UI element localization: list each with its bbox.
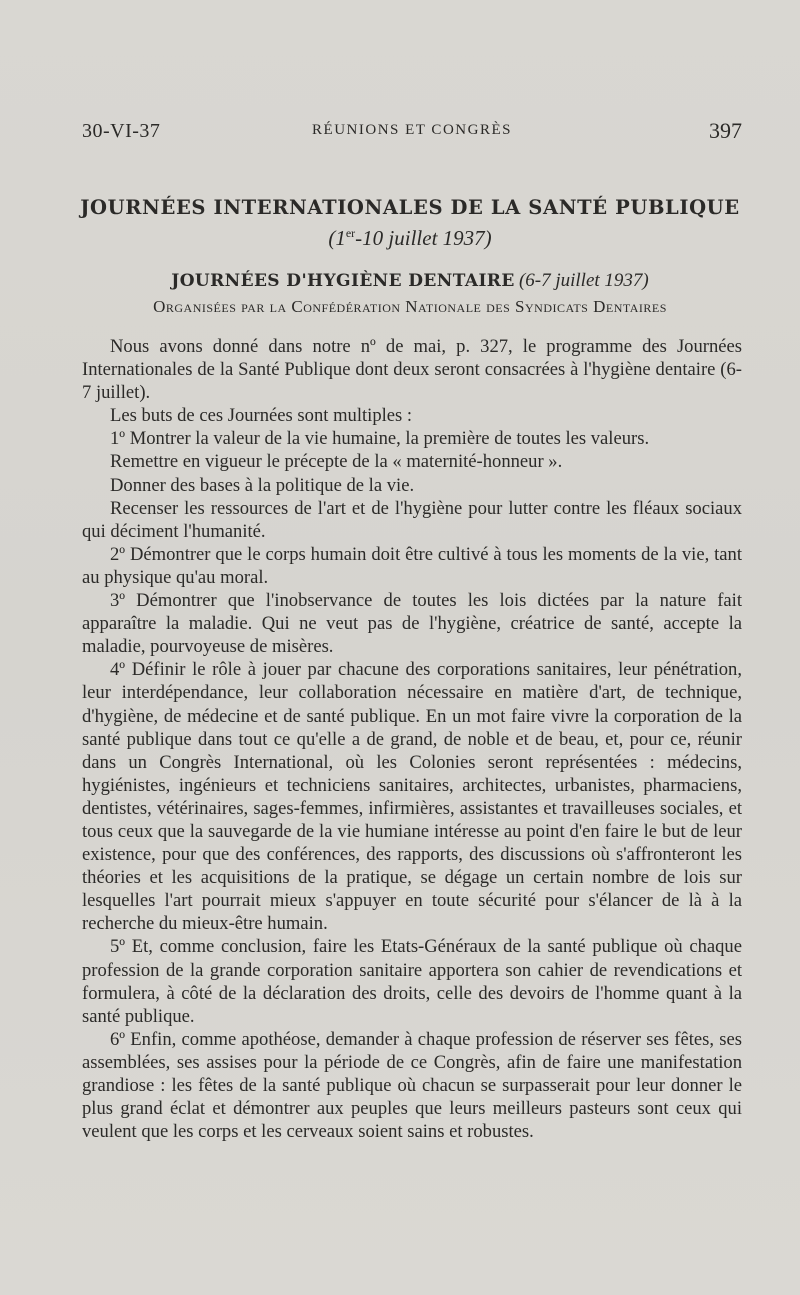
article-subtitle: [60, 270, 760, 292]
paragraph: 2º Démontrer que le corps humain doit être cultivé à tous les moments de la vie, tant au physique qu'au moral.: [82, 543, 742, 588]
paragraph: Remettre en vigueur le précepte de la « maternité-honneur ».: [110, 451, 563, 473]
paragraph: Donner des bases à la politique de la vie.: [110, 474, 415, 496]
paragraph: Les buts de ces Journées sont multiples :: [110, 405, 413, 427]
dates-rest: -10 juillet 1937): [355, 226, 492, 250]
issue-date: 30-VI-37: [82, 120, 161, 142]
paragraph: Nous avons donné dans notre nº de mai, p. 327, le programme des Journées Internationales de la Santé Publique dont deux seront consacrées à l'hygiène dentaire (6-7 juillet).: [82, 336, 742, 404]
article-body: [82, 335, 742, 1143]
dates-first: 1: [335, 226, 346, 250]
paragraph: 4º Définir le rôle à jouer par chacune des corporations sanitaires, leur pénétration, leur interdépendance, leur collaboration nécessaire en matière d'art, de technique, d'hygiène, de médecine et de santé publique. En un mot faire vivre la corporation de la santé publique dans tout ce qu'elle a de grand, de noble et de beau, et, pour ce, réunir dans un Congrès International, où les Colonies seront représentées : médecins, hygiénistes, ingénieurs et techniciens sanitaires, architectes, urbanistes, pharmaciens, dentistes, vétérinaires, sages-femmes, infirmières, assistantes et travailleuses sociales, et tous ceux que la sauvegarde de la vie humiane intéresse au point d'en faire le but de leur existence, pour que des conférences, des rapports, des discussions où s'affronteront les théories et les acquisitions de la pratique, se dégage un certain nombre de lois sur lesquelles l'art pourrait mieux s'appuyer en toute sécurité pour s'élancer de là à la recherche du mieux-être humain.: [82, 659, 742, 935]
subtitle-date: (6-7 juillet 1937): [518, 270, 649, 291]
dates-open: (: [328, 226, 336, 250]
paragraph: Recenser les ressources de l'art et de l'hygiène pour lutter contre les fléaux sociaux qui déciment l'humanité.: [82, 497, 742, 542]
section-title: RÉUNIONS ET CONGRÈS: [312, 122, 512, 138]
organizer-line: Organisées par la Confédération Nationale des Syndicats Dentaires: [153, 297, 667, 316]
article-title: JOURNÉES INTERNATIONALES DE LA SANTÉ PUBLIQUE: [80, 196, 740, 219]
page-number: 397: [709, 118, 742, 143]
subtitle-main: JOURNÉES D'HYGIÈNE DENTAIRE: [171, 271, 515, 291]
paragraph: 1º Montrer la valeur de la vie humaine, la première de toutes les valeurs.: [110, 428, 650, 450]
article-dates: [60, 226, 760, 251]
running-header: [82, 118, 742, 150]
paragraph: 6º Enfin, comme apothéose, demander à chaque profession de réserver ses fêtes, ses assemblées, ses assises pour la période de ce Congrès, afin de faire une manifestation grandiose : les fêtes de la santé publique où chacun se surpasserait pour leur donner le plus grand éclat et démontrer aux peuples que leurs meilleurs pasteurs sont ceux qui veulent que les corps et les cerveaux soient sains et robustes.: [82, 1028, 742, 1143]
dates-sup: er: [345, 226, 356, 240]
paragraph: 3º Démontrer que l'inobservance de toutes les lois dictées par la nature fait apparaître la maladie. Qui ne veut pas de l'hygiène, créatrice de santé, accepte la maladie, pourvoyeuse de misères.: [82, 590, 742, 658]
paragraph: 5º Et, comme conclusion, faire les Etats-Généraux de la santé publique où chaque profession de la grande corporation sanitaire apportera son cahier de revendications et formulera, à côté de la déclaration des droits, celle des devoirs de l'homme quant à la santé publique.: [82, 936, 742, 1027]
